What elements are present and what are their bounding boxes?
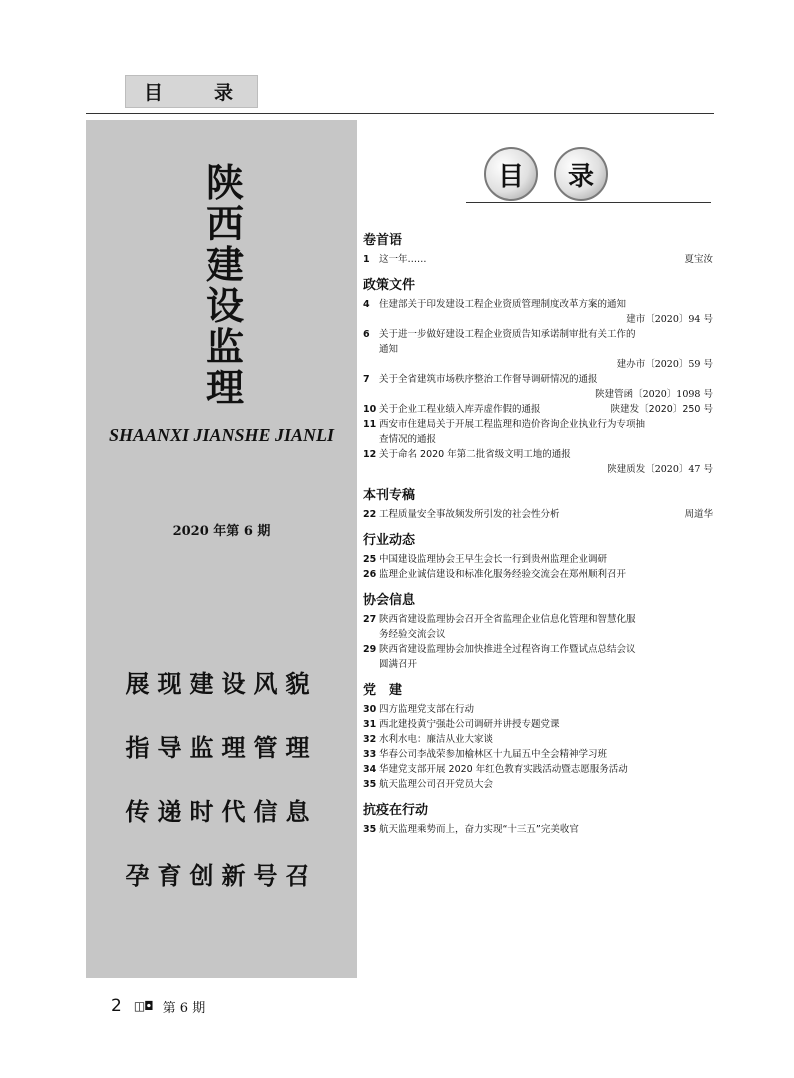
toc-entry[interactable] — [363, 702, 713, 717]
toc-entry[interactable] — [363, 777, 713, 792]
page-number: 10 — [363, 404, 377, 415]
section-industry — [363, 532, 713, 582]
section-title: 行业动态 — [363, 533, 416, 548]
section-title: 协会信息 — [363, 593, 416, 608]
toc-entry[interactable] — [363, 297, 713, 312]
page-number: 22 — [363, 509, 377, 520]
entry-title: 西安市住建局关于开展工程监理和造价咨询企业执业行为专项抽 — [379, 419, 646, 430]
issue-label: 2020 年第 6 期 — [172, 524, 271, 539]
toc-entry[interactable] — [363, 327, 713, 342]
page-number: 25 — [363, 554, 377, 565]
section-title: 政策文件 — [363, 278, 416, 293]
english-title: SHAANXI JIANSHE JIANLI — [108, 425, 335, 445]
toc-entry[interactable] — [363, 252, 713, 267]
toc-entry[interactable] — [363, 732, 713, 747]
author: 周道华 — [684, 509, 713, 520]
section-title: 抗疫在行动 — [363, 803, 429, 818]
page-number: 7 — [363, 374, 370, 385]
toc-entry[interactable] — [363, 567, 713, 582]
toc-entry[interactable] — [363, 402, 713, 417]
author: 夏宝汝 — [684, 254, 713, 265]
entry-continuation: 务经验交流会议 — [379, 629, 446, 640]
page-number: 11 — [363, 419, 377, 430]
section-title: 党 建 — [363, 683, 403, 698]
header-rule — [86, 113, 714, 114]
section-title: 卷首语 — [363, 233, 403, 248]
title-char: 西 — [205, 201, 244, 246]
toc-entry[interactable] — [363, 417, 713, 432]
toc-entry[interactable] — [363, 642, 713, 657]
doc-reference: 陕建发〔2020〕250 号 — [610, 404, 713, 415]
doc-reference: 陕建管函〔2020〕1098 号 — [595, 389, 713, 400]
footer-page-number: 2 — [111, 996, 122, 1016]
slogan-2: 指导监理管理 — [125, 733, 318, 762]
page-number: 27 — [363, 614, 377, 625]
header-char-1: 目 — [144, 82, 164, 104]
contents-stamp-1: 目 — [484, 147, 538, 201]
title-char: 监 — [205, 324, 244, 369]
doc-reference: 建市〔2020〕94 号 — [626, 314, 713, 325]
page-number: 4 — [363, 299, 370, 310]
section-association — [363, 592, 713, 672]
entry-title: 中国建设监理协会王早生会长一行到贵州监理企业调研 — [379, 554, 608, 565]
section-preface — [363, 232, 713, 267]
entry-title: 水利水电：廉洁从业大家谈 — [379, 734, 494, 745]
page-number: 26 — [363, 569, 377, 580]
entry-title: 西北建投黄宁强赴公司调研并讲授专题党课 — [379, 719, 560, 730]
toc-entry[interactable] — [363, 822, 713, 837]
page-number: 12 — [363, 449, 377, 460]
page-number: 30 — [363, 704, 377, 715]
page-number: 33 — [363, 749, 377, 760]
entry-title: 关于进一步做好建设工程企业资质告知承诺制审批有关工作的 — [379, 329, 636, 340]
page-number: 1 — [363, 254, 370, 265]
section-party — [363, 682, 713, 792]
vertical-title — [198, 162, 252, 408]
section-policy — [363, 277, 713, 477]
entry-title: 陕西省建设监理协会加快推进全过程咨询工作暨试点总结会议 — [379, 644, 636, 655]
header-tab — [125, 75, 258, 108]
footer-issue: 第 6 期 — [162, 1000, 206, 1016]
toc-entry[interactable] — [363, 447, 713, 462]
page-number: 6 — [363, 329, 370, 340]
toc-entry[interactable] — [363, 372, 713, 387]
entry-title: 监理企业诚信建设和标准化服务经验交流会在郑州顺利召开 — [379, 569, 627, 580]
entry-title: 陕西省建设监理协会召开全省监理企业信息化管理和智慧化服 — [379, 614, 636, 625]
camera-icon: ◫◘ — [133, 999, 153, 1013]
entry-title: 航天监理公司召开党员大会 — [379, 779, 494, 790]
entry-continuation: 查情况的通报 — [379, 434, 437, 445]
toc-entry[interactable] — [363, 717, 713, 732]
page-footer — [111, 996, 205, 1016]
slogan-1: 展现建设风貌 — [125, 669, 318, 698]
entry-title: 关于企业工程业绩入库弄虚作假的通报 — [379, 404, 541, 415]
title-char: 陕 — [205, 160, 244, 205]
page-number: 35 — [363, 824, 377, 835]
doc-reference: 陕建质发〔2020〕47 号 — [607, 464, 713, 475]
page-number: 32 — [363, 734, 377, 745]
entry-title: 住建部关于印发建设工程企业资质管理制度改革方案的通知 — [379, 299, 627, 310]
entry-title: 关于命名 2020 年第二批省级文明工地的通报 — [379, 449, 571, 460]
section-epidemic — [363, 802, 713, 837]
entry-continuation: 通知 — [379, 344, 399, 355]
slogan-4: 孕育创新号召 — [125, 861, 318, 890]
entry-title: 四方监理党支部在行动 — [379, 704, 475, 715]
toc-entry[interactable] — [363, 612, 713, 627]
toc-entry[interactable] — [363, 507, 713, 522]
page-number: 31 — [363, 719, 377, 730]
header-char-2: 录 — [213, 82, 233, 104]
entry-title: 工程质量安全事故频发所引发的社会性分析 — [379, 509, 560, 520]
stamp-rule — [466, 202, 711, 203]
entry-title: 这一年…… — [379, 254, 427, 265]
section-special — [363, 487, 713, 522]
section-title: 本刊专稿 — [363, 488, 416, 503]
slogan-3: 传递时代信息 — [125, 797, 318, 826]
contents-stamp-2: 录 — [554, 147, 608, 201]
title-char: 理 — [205, 365, 244, 410]
toc-entry[interactable] — [363, 762, 713, 777]
doc-reference: 建办市〔2020〕59 号 — [616, 359, 713, 370]
page-number: 35 — [363, 779, 377, 790]
title-char: 建 — [205, 242, 244, 287]
table-of-contents — [363, 232, 713, 847]
entry-title: 关于全省建筑市场秩序整治工作督导调研情况的通报 — [379, 374, 598, 385]
entry-title: 航天监理乘势而上，奋力实现“十三五”完美收官 — [379, 824, 579, 835]
entry-title: 华春公司李战荣参加榆林区十九届五中全会精神学习班 — [379, 749, 608, 760]
toc-entry[interactable] — [363, 552, 713, 567]
entry-title: 华建党支部开展 2020 年红色教育实践活动暨志愿服务活动 — [379, 764, 628, 775]
title-char: 设 — [205, 283, 244, 328]
page-number: 34 — [363, 764, 377, 775]
toc-entry[interactable] — [363, 747, 713, 762]
entry-continuation: 圆满召开 — [379, 659, 418, 670]
page-number: 29 — [363, 644, 377, 655]
